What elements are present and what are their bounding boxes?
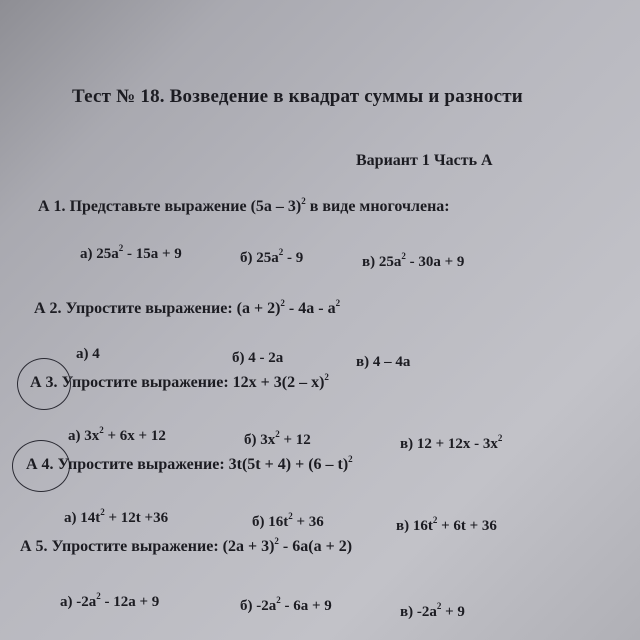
option-a3-c: в) $12 + 12х - 3х^2$ [400,433,503,452]
question-number: А 2. [34,300,62,317]
option-a2-a: а) 4 [76,346,100,362]
question-a5: А 5. Упростите выражение: $(2а + 3)^2 - 6а(а + 2)$ [20,536,353,555]
option-a3-a: а) $3х^2 + 6х + 12$ [68,425,166,444]
option-a5-c: в) $-2а^2 + 9$ [400,601,465,620]
option-a1-b: б) $25а^2 - 9$ [240,247,304,266]
question-text: Упростите выражение: (2а + 3) [51,538,275,555]
question-number: А 5. [20,538,48,555]
option-a4-c: в) $16t^2 + 6t + 36$ [396,515,497,534]
question-a3: А 3. Упростите выражение: 12х + 3(2 – х)$^2$ [30,372,329,391]
option-a3-b: б) $3х^2 + 12$ [244,429,311,448]
question-text-after: в виде многочлена: [305,198,450,215]
question-text: Упростите выражение: (а + 2) [65,300,281,317]
question-number: А 3. [30,374,58,391]
option-a5-a: а) $-2а^2 - 12а + 9$ [60,591,160,610]
question-text: Упростите выражение: 3t(5t + 4) + (6 – t) [57,456,349,473]
option-a2-b: б) 4 - 2а [232,350,284,366]
question-a4: А 4. Упростите выражение: 3t(5t + 4) + (6 – t)$^2$ [26,454,353,473]
question-number: А 1. [38,198,66,215]
exponent: 2 [301,196,306,206]
question-text: Представьте выражение (5а – 3) [69,198,302,215]
option-a1-c: в) $25а^2 - 30а + 9$ [362,251,465,270]
option-a4-a: а) $14t^2 + 12t +36$ [64,507,169,526]
test-title: Тест № 18. Возведение в квадрат суммы и разности [72,86,523,107]
question-text: Упростите выражение: 12х + 3(2 – х) [61,374,325,391]
option-a4-b: б) $16t^2 + 36$ [252,511,324,530]
option-a2-c: в) 4 – 4а [356,354,411,370]
option-a1-a: а) $25а^2 - 15а + 9$ [80,243,182,262]
question-a2: А 2. Упростите выражение: $(а + 2)^2 - 4а - а^2$ [34,298,341,317]
option-a5-b: б) $-2а^2 - 6а + 9$ [240,595,332,614]
question-number: А 4. [26,456,54,473]
variant-label: Вариант 1 Часть А [356,152,493,169]
question-a1 [38,198,450,216]
